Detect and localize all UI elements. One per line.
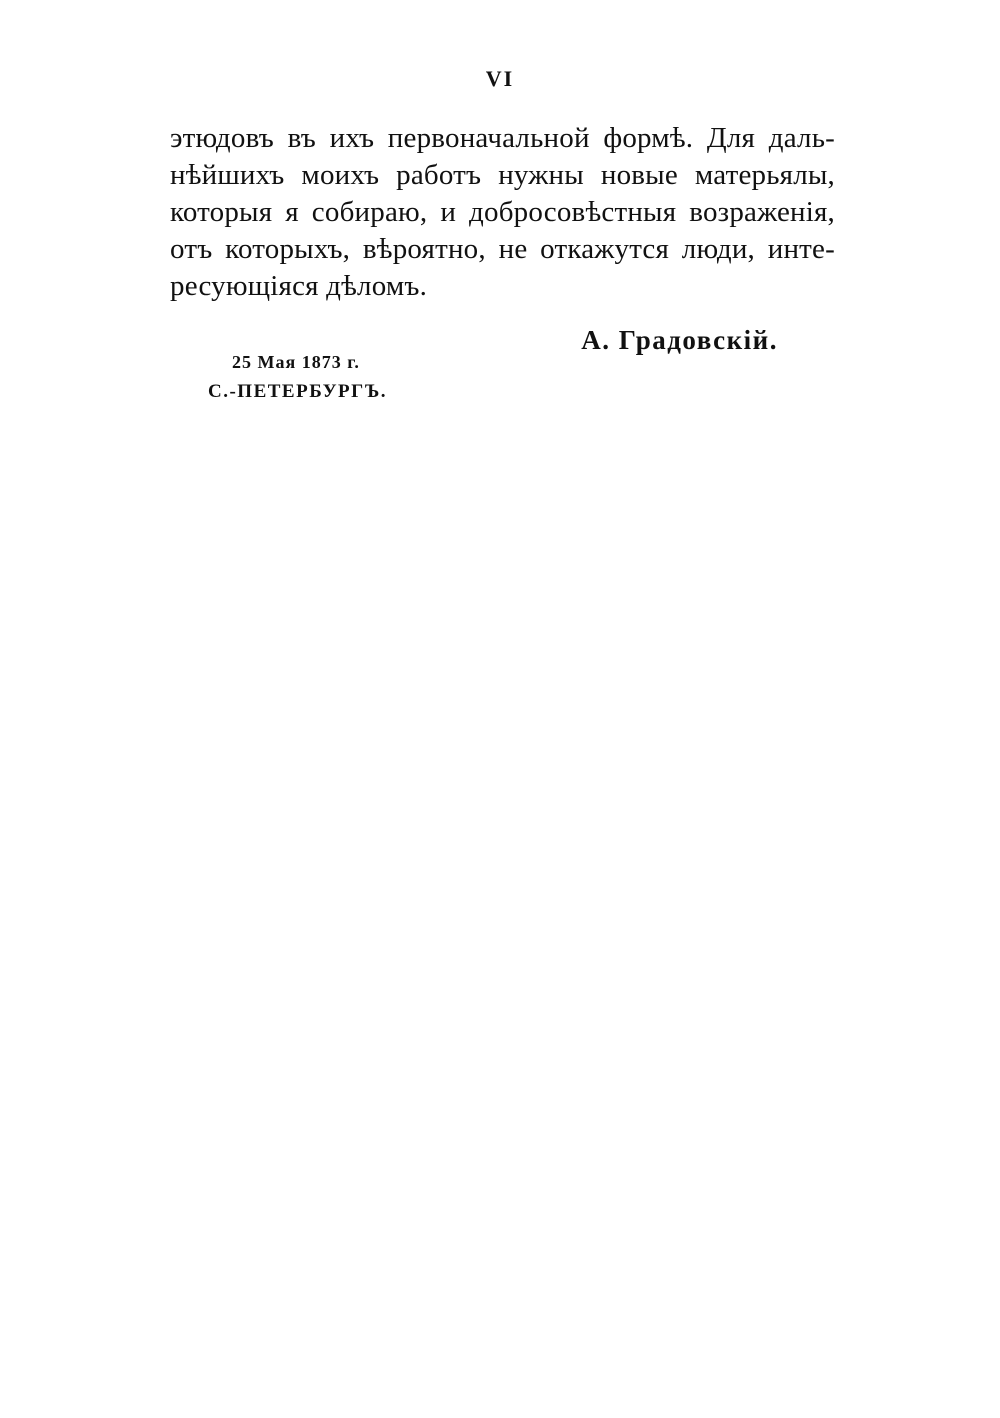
text-line: которыя я собираю, и добросовѣстныя возраженія, xyxy=(170,196,835,228)
page-number: VI xyxy=(485,66,515,91)
body-paragraph xyxy=(170,120,835,305)
date-line: 25 Мая 1873 г. xyxy=(232,352,360,372)
author-signature: А. Градовскій. xyxy=(581,325,778,355)
text-line: нѣйшихъ моихъ работъ нужны новые матерьялы, xyxy=(170,159,835,191)
text-line: отъ которыхъ, вѣроятно, не откажутся люди, инте- xyxy=(170,233,835,265)
text-line: ресующіяся дѣломъ. xyxy=(170,270,428,302)
place-line: С.-ПЕТЕРБУРГЪ. xyxy=(208,381,388,402)
text-line: этюдовъ въ ихъ первоначальной формѣ. Для даль- xyxy=(170,122,835,154)
